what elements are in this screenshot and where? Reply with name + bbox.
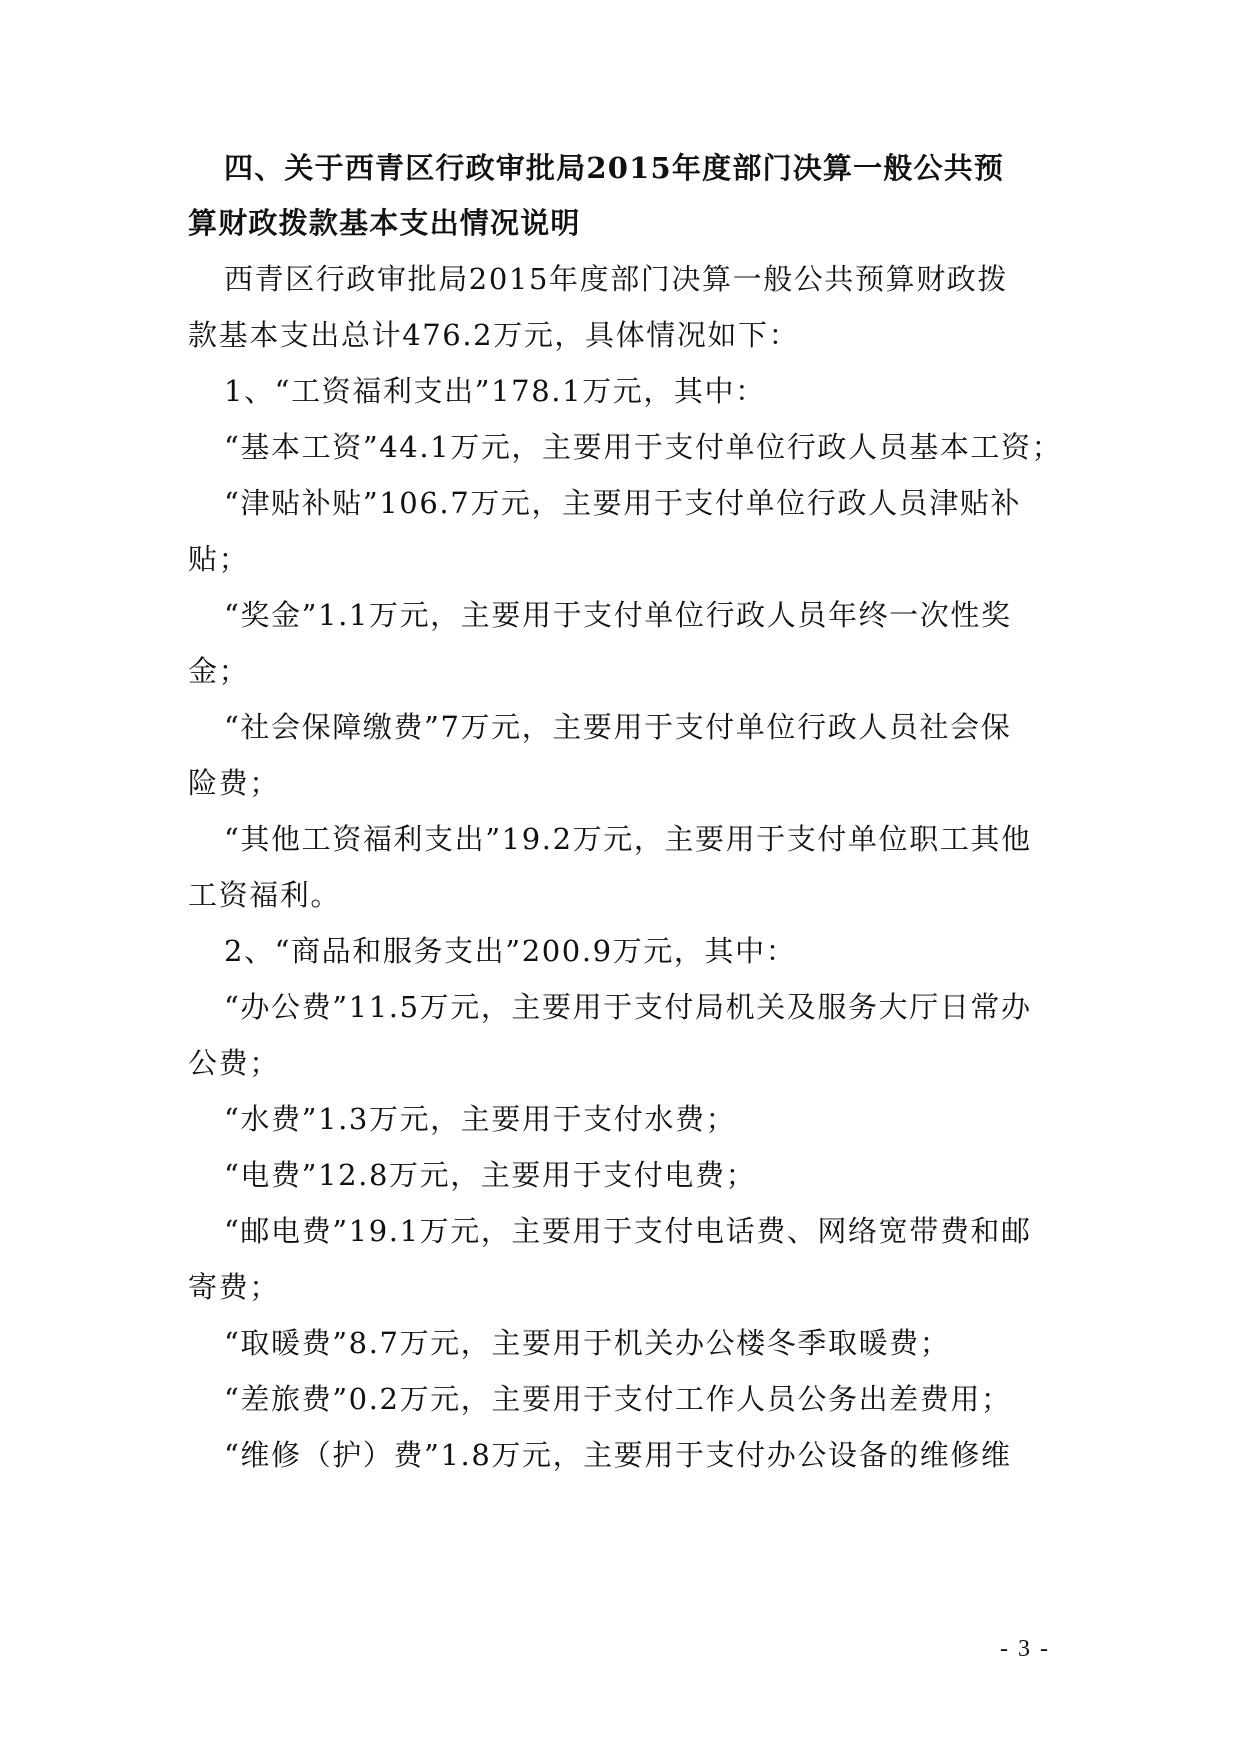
paragraph-line: “其他工资福利支出”19.2万元，主要用于支付单位职工其他 <box>224 822 1032 856</box>
section-heading-line-1: 四、关于西青区行政审批局2015年度部门决算一般公共预 <box>224 151 1005 185</box>
paragraph-line: “基本工资”44.1万元，主要用于支付单位行政人员基本工资； <box>224 430 1063 464</box>
section-heading-line-2: 算财政拨款基本支出情况说明 <box>188 206 581 240</box>
paragraph-line: 贴； <box>188 542 250 576</box>
paragraph-line: “差旅费”0.2万元，主要用于支付工作人员公务出差费用； <box>224 1382 1012 1416</box>
paragraph-line: 寄费； <box>188 1270 280 1304</box>
page-number: - 3 - <box>1000 1636 1050 1662</box>
paragraph-line: 西青区行政审批局2015年度部门决算一般公共预算财政拨 <box>224 262 1009 296</box>
paragraph-line: 金； <box>188 654 250 688</box>
paragraph-line: “维修（护）费”1.8万元，主要用于支付办公设备的维修维 <box>224 1438 1012 1472</box>
paragraph-line: “邮电费”19.1万元，主要用于支付电话费、网络宽带费和邮 <box>224 1214 1032 1248</box>
paragraph-line: “奖金”1.1万元，主要用于支付单位行政人员年终一次性奖 <box>224 598 1012 632</box>
paragraph-line: “取暖费”8.7万元，主要用于机关办公楼冬季取暖费； <box>224 1326 951 1360</box>
paragraph-line: 款基本支出总计476.2万元，具体情况如下： <box>188 318 800 352</box>
paragraph-line: “电费”12.8万元，主要用于支付电费； <box>224 1158 757 1192</box>
paragraph-line: “水费”1.3万元，主要用于支付水费； <box>224 1102 737 1136</box>
paragraph-line: 1、“工资福利支出”178.1万元，其中： <box>224 374 766 408</box>
paragraph-line: “津贴补贴”106.7万元，主要用于支付单位行政人员津贴补 <box>224 486 1022 520</box>
paragraph-line: 险费； <box>188 766 280 800</box>
paragraph-line: 公费； <box>188 1046 280 1080</box>
paragraph-line: “社会保障缴费”7万元，主要用于支付单位行政人员社会保 <box>224 710 1012 744</box>
paragraph-line: 工资福利。 <box>188 878 342 912</box>
paragraph-line: 2、“商品和服务支出”200.9万元，其中： <box>224 934 797 968</box>
paragraph-line: “办公费”11.5万元，主要用于支付局机关及服务大厅日常办 <box>224 990 1032 1024</box>
